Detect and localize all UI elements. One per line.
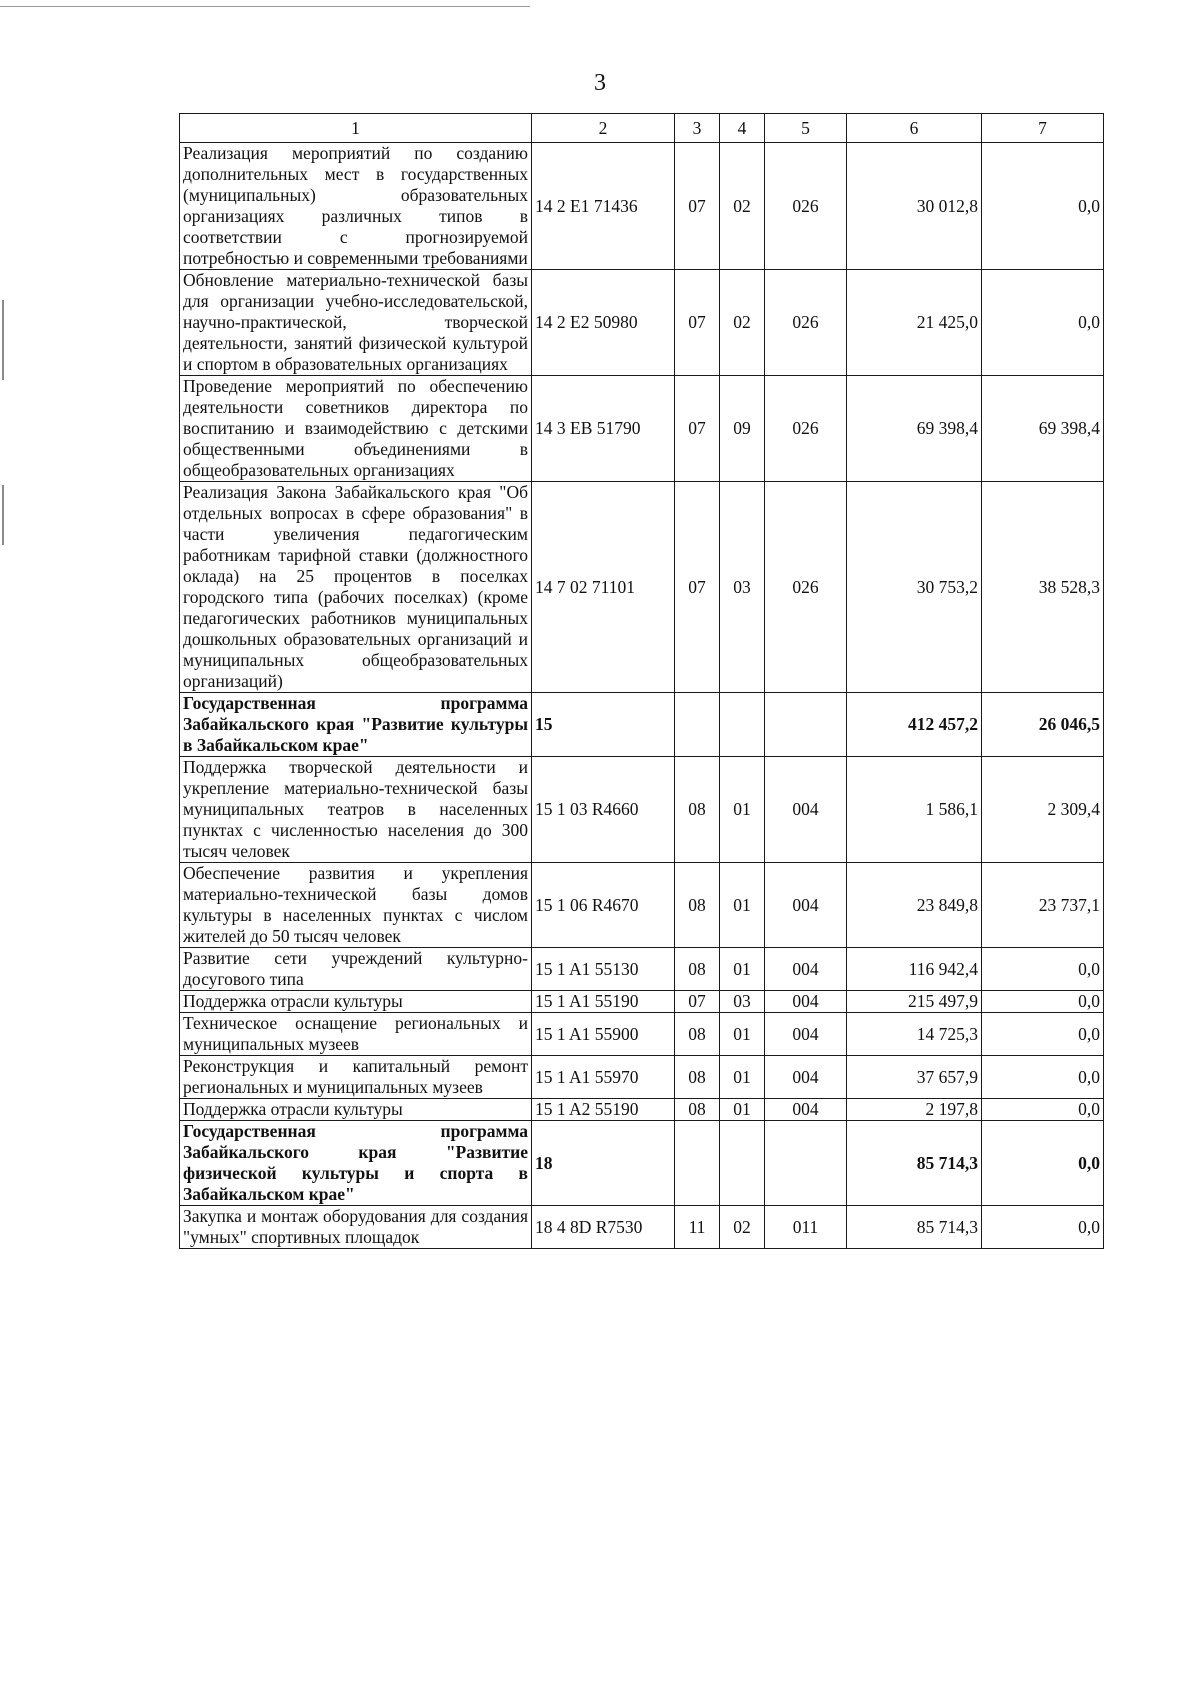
row-amount-cell: 23 737,1 bbox=[982, 863, 1104, 948]
row-amount-cell: 0,0 bbox=[982, 948, 1104, 991]
row-subsection-cell bbox=[720, 693, 765, 757]
row-subsection-cell: 02 bbox=[720, 270, 765, 376]
page-number: 3 bbox=[594, 70, 606, 96]
row-name-cell: Поддержка отрасли культуры bbox=[180, 991, 532, 1013]
row-name-cell: Поддержка творческой деятельности и укрепление материально-технической базы муниципальных театров в населенных пунктах с численностью населения до 300 тысяч человек bbox=[180, 757, 532, 863]
row-code-cell: 15 1 A1 55190 bbox=[532, 991, 675, 1013]
row-amount-cell: 0,0 bbox=[982, 270, 1104, 376]
row-subsection-cell: 03 bbox=[720, 482, 765, 693]
scan-edge-line bbox=[0, 6, 530, 7]
row-amount-cell: 2 197,8 bbox=[847, 1099, 982, 1121]
row-code-cell: 15 1 06 R4670 bbox=[532, 863, 675, 948]
row-amount-cell: 0,0 bbox=[982, 1013, 1104, 1056]
row-amount-cell: 412 457,2 bbox=[847, 693, 982, 757]
table-row bbox=[180, 1206, 1104, 1249]
row-type-cell bbox=[765, 693, 847, 757]
row-amount-cell: 69 398,4 bbox=[982, 376, 1104, 482]
table-row bbox=[180, 693, 1104, 757]
row-name-cell: Государственная программа Забайкальского края "Развитие культуры в Забайкальском крае" bbox=[180, 693, 532, 757]
row-amount-cell: 0,0 bbox=[982, 1121, 1104, 1206]
row-name-cell: Обновление материально-технической базы для организации учебно-исследовательской, научно-практической, творческой деятельности, занятий физической культурой и спортом в образовательных организациях bbox=[180, 270, 532, 376]
row-name-cell: Техническое оснащение региональных и муниципальных музеев bbox=[180, 1013, 532, 1056]
row-subsection-cell: 02 bbox=[720, 1206, 765, 1249]
row-section-cell: 08 bbox=[675, 863, 720, 948]
row-subsection-cell: 03 bbox=[720, 991, 765, 1013]
row-section-cell: 08 bbox=[675, 948, 720, 991]
row-amount-cell: 215 497,9 bbox=[847, 991, 982, 1013]
row-amount-cell: 30 753,2 bbox=[847, 482, 982, 693]
table-body bbox=[180, 114, 1104, 1249]
row-section-cell: 07 bbox=[675, 143, 720, 270]
row-code-cell: 18 bbox=[532, 1121, 675, 1206]
row-code-cell: 15 1 A2 55190 bbox=[532, 1099, 675, 1121]
column-header: 6 bbox=[847, 114, 982, 143]
row-code-cell: 14 7 02 71101 bbox=[532, 482, 675, 693]
table-row bbox=[180, 1056, 1104, 1099]
row-section-cell: 08 bbox=[675, 1099, 720, 1121]
row-subsection-cell: 01 bbox=[720, 757, 765, 863]
row-name-cell: Проведение мероприятий по обеспечению деятельности советников директора по воспитанию и взаимодействию с детскими общественными объединениями в общеобразовательных организациях bbox=[180, 376, 532, 482]
row-subsection-cell: 01 bbox=[720, 1056, 765, 1099]
row-section-cell: 08 bbox=[675, 757, 720, 863]
row-type-cell: 026 bbox=[765, 270, 847, 376]
row-name-cell: Реализация Закона Забайкальского края "Об отдельных вопросах в сфере образования" в части увеличения педагогическим работникам тарифной ставки (должностного оклада) на 25 процентов в поселках городского типа (рабочих поселках) (кроме педагогических работников муниципальных дошкольных образовательных организаций и муниципальных общеобразовательных организаций) bbox=[180, 482, 532, 693]
row-amount-cell: 85 714,3 bbox=[847, 1121, 982, 1206]
budget-table bbox=[179, 113, 1104, 1249]
column-header: 7 bbox=[982, 114, 1104, 143]
row-amount-cell: 0,0 bbox=[982, 143, 1104, 270]
row-section-cell: 07 bbox=[675, 270, 720, 376]
row-section-cell bbox=[675, 1121, 720, 1206]
row-type-cell: 026 bbox=[765, 143, 847, 270]
row-amount-cell: 0,0 bbox=[982, 1056, 1104, 1099]
row-code-cell: 14 2 E1 71436 bbox=[532, 143, 675, 270]
row-type-cell: 004 bbox=[765, 757, 847, 863]
row-amount-cell: 26 046,5 bbox=[982, 693, 1104, 757]
row-amount-cell: 0,0 bbox=[982, 991, 1104, 1013]
row-name-cell: Развитие сети учреждений культурно-досугового типа bbox=[180, 948, 532, 991]
row-section-cell bbox=[675, 693, 720, 757]
scan-edge-mark bbox=[2, 300, 4, 380]
row-name-cell: Реконструкция и капитальный ремонт региональных и муниципальных музеев bbox=[180, 1056, 532, 1099]
column-header: 1 bbox=[180, 114, 532, 143]
row-code-cell: 15 1 A1 55130 bbox=[532, 948, 675, 991]
row-amount-cell: 0,0 bbox=[982, 1099, 1104, 1121]
table-row bbox=[180, 1121, 1104, 1206]
row-type-cell: 004 bbox=[765, 991, 847, 1013]
row-code-cell: 18 4 8D R7530 bbox=[532, 1206, 675, 1249]
row-subsection-cell: 01 bbox=[720, 863, 765, 948]
row-name-cell: Закупка и монтаж оборудования для создания "умных" спортивных площадок bbox=[180, 1206, 532, 1249]
row-amount-cell: 14 725,3 bbox=[847, 1013, 982, 1056]
row-subsection-cell: 01 bbox=[720, 1099, 765, 1121]
row-type-cell: 004 bbox=[765, 863, 847, 948]
row-type-cell: 004 bbox=[765, 1056, 847, 1099]
row-amount-cell: 23 849,8 bbox=[847, 863, 982, 948]
column-header: 5 bbox=[765, 114, 847, 143]
row-section-cell: 07 bbox=[675, 991, 720, 1013]
table-row bbox=[180, 143, 1104, 270]
table-row bbox=[180, 991, 1104, 1013]
row-code-cell: 15 bbox=[532, 693, 675, 757]
table-row bbox=[180, 1013, 1104, 1056]
row-subsection-cell bbox=[720, 1121, 765, 1206]
row-name-cell: Обеспечение развития и укрепления материально-технической базы домов культуры в населенных пунктах с числом жителей до 50 тысяч человек bbox=[180, 863, 532, 948]
row-code-cell: 15 1 A1 55970 bbox=[532, 1056, 675, 1099]
column-header: 3 bbox=[675, 114, 720, 143]
row-type-cell: 011 bbox=[765, 1206, 847, 1249]
table-row bbox=[180, 948, 1104, 991]
table-row bbox=[180, 376, 1104, 482]
row-section-cell: 07 bbox=[675, 376, 720, 482]
row-amount-cell: 2 309,4 bbox=[982, 757, 1104, 863]
row-name-cell: Государственная программа Забайкальского края "Развитие физической культуры и спорта в Забайкальском крае" bbox=[180, 1121, 532, 1206]
row-subsection-cell: 09 bbox=[720, 376, 765, 482]
table-row bbox=[180, 757, 1104, 863]
table-row bbox=[180, 270, 1104, 376]
row-amount-cell: 30 012,8 bbox=[847, 143, 982, 270]
row-type-cell bbox=[765, 1121, 847, 1206]
row-subsection-cell: 02 bbox=[720, 143, 765, 270]
row-type-cell: 026 bbox=[765, 376, 847, 482]
table-row bbox=[180, 863, 1104, 948]
row-code-cell: 15 1 03 R4660 bbox=[532, 757, 675, 863]
row-type-cell: 026 bbox=[765, 482, 847, 693]
row-amount-cell: 85 714,3 bbox=[847, 1206, 982, 1249]
row-amount-cell: 116 942,4 bbox=[847, 948, 982, 991]
column-header: 2 bbox=[532, 114, 675, 143]
row-type-cell: 004 bbox=[765, 1099, 847, 1121]
row-amount-cell: 38 528,3 bbox=[982, 482, 1104, 693]
row-section-cell: 11 bbox=[675, 1206, 720, 1249]
row-type-cell: 004 bbox=[765, 1013, 847, 1056]
row-amount-cell: 21 425,0 bbox=[847, 270, 982, 376]
table-row bbox=[180, 482, 1104, 693]
row-amount-cell: 69 398,4 bbox=[847, 376, 982, 482]
table-header-row bbox=[180, 114, 1104, 143]
row-type-cell: 004 bbox=[765, 948, 847, 991]
row-subsection-cell: 01 bbox=[720, 1013, 765, 1056]
row-amount-cell: 1 586,1 bbox=[847, 757, 982, 863]
row-subsection-cell: 01 bbox=[720, 948, 765, 991]
table-row bbox=[180, 1099, 1104, 1121]
column-header: 4 bbox=[720, 114, 765, 143]
scan-edge-mark bbox=[2, 485, 4, 545]
row-code-cell: 14 2 E2 50980 bbox=[532, 270, 675, 376]
row-amount-cell: 37 657,9 bbox=[847, 1056, 982, 1099]
row-amount-cell: 0,0 bbox=[982, 1206, 1104, 1249]
row-section-cell: 07 bbox=[675, 482, 720, 693]
row-name-cell: Поддержка отрасли культуры bbox=[180, 1099, 532, 1121]
row-code-cell: 15 1 A1 55900 bbox=[532, 1013, 675, 1056]
row-section-cell: 08 bbox=[675, 1013, 720, 1056]
row-code-cell: 14 3 EB 51790 bbox=[532, 376, 675, 482]
row-section-cell: 08 bbox=[675, 1056, 720, 1099]
row-name-cell: Реализация мероприятий по созданию дополнительных мест в государственных (муниципальных) образовательных организациях различных типов в соответствии с прогнозируемой потребностью и современными требованиями bbox=[180, 143, 532, 270]
